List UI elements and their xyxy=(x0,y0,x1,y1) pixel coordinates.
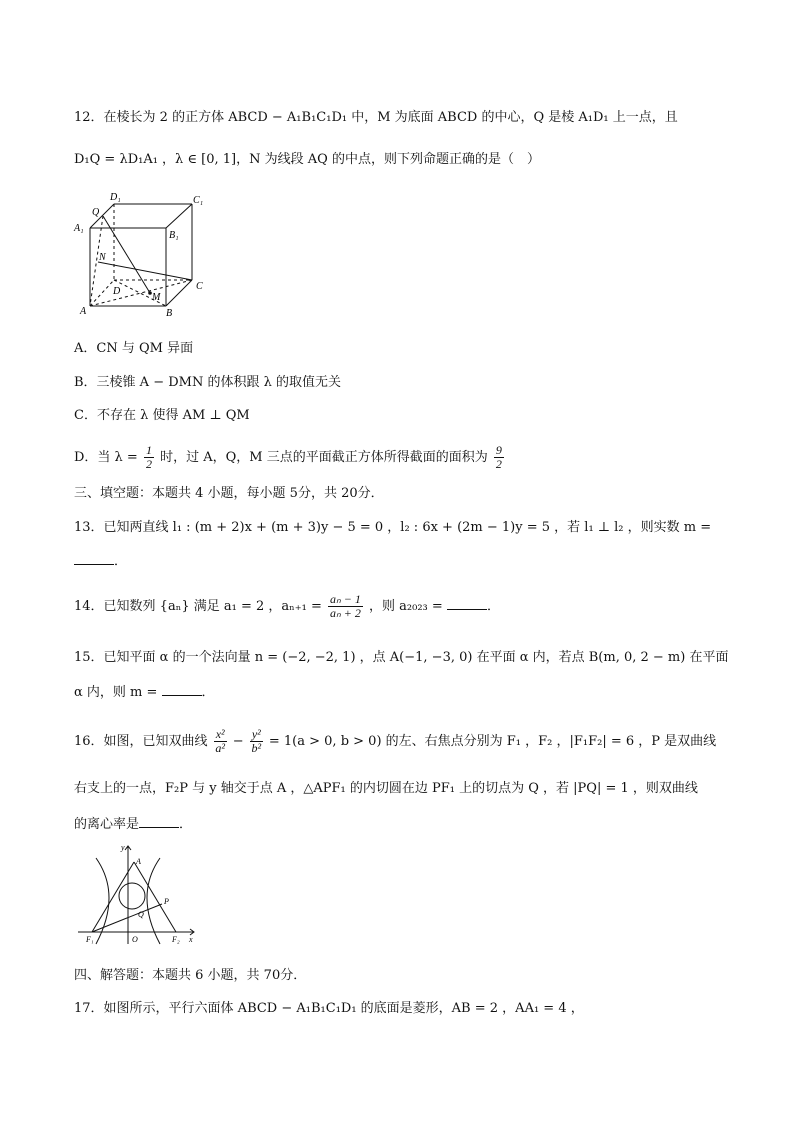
q17-stem-line1: 17．如图所示，平行六面体 ABCD − A₁B₁C₁D₁ 的底面是菱形，AB = 2 ，AA₁ = 4 ， xyxy=(74,1001,584,1016)
label-q: Q xyxy=(138,910,144,919)
q12-option-a: A．CN 与 QM 异面 xyxy=(74,341,194,356)
q12-option-c: C．不存在 λ 使得 AM ⊥ QM xyxy=(74,408,250,423)
frac-den: 2 xyxy=(145,457,152,471)
label-a: A xyxy=(136,857,141,866)
answer-blank[interactable] xyxy=(162,683,202,696)
q12-option-d-fraction-2 xyxy=(494,444,504,471)
q15-tail: ． xyxy=(201,685,215,700)
q14-pre: 14．已知数列 {aₙ} 满足 a₁ = 2 ，aₙ₊₁ = xyxy=(74,599,322,614)
section-3-heading: 三、填空题：本题共 4 小题，每小题 5分，共 20分． xyxy=(74,486,384,501)
q14-stem xyxy=(74,593,500,620)
q12-stem-line2: D₁Q = λD₁A₁ ，λ ∈ [0, 1]，N 为线段 AQ 的中点，则下列命题正确的是（ ） xyxy=(74,152,540,167)
frac-den: b² xyxy=(251,741,262,755)
frac-den: a² xyxy=(215,741,225,755)
q16-stem-line2: 右支上的一点，F₂P 与 y 轴交于点 A ，△APF₁ 的内切圆在边 PF₁ 上的切点为 Q ，若 |PQ| = 1 ，则双曲线 xyxy=(74,781,698,796)
label-p: P xyxy=(164,897,169,906)
label-m: M xyxy=(152,292,161,303)
q14-tail: ． xyxy=(486,599,500,614)
q15-stem-line1: 15．已知平面 α 的一个法向量 n = (−2, −2, 1) ，点 A(−1, −3, 0) 在平面 α 内，若点 B(m, 0, 2 − m) 在平面 xyxy=(74,650,729,665)
label-d: D xyxy=(113,286,121,297)
label-y: y xyxy=(121,843,125,852)
frac-num: y² xyxy=(251,727,261,741)
frac-num: x² xyxy=(215,727,225,741)
label-x: x xyxy=(189,935,193,944)
q16-stem-line1 xyxy=(74,728,716,755)
q16-stem-line3 xyxy=(74,815,192,835)
label-n: N xyxy=(99,252,106,263)
answer-blank[interactable] xyxy=(74,552,114,565)
frac-den: aₙ + 2 xyxy=(330,606,361,620)
q16-post: = 1(a > 0, b > 0) 的左、右焦点分别为 F₁ ，F₂ ，|F₁F₂| = 6 ，P 是双曲线 xyxy=(268,734,717,749)
frac-den: 2 xyxy=(495,457,502,471)
section-4-heading: 四、解答题：本题共 6 小题，共 70分． xyxy=(74,968,307,983)
q12-stem-line1: 12．在棱长为 2 的正方体 ABCD − A₁B₁C₁D₁ 中，M 为底面 ABCD 的中心，Q 是棱 A₁D₁ 上一点，且 xyxy=(74,110,678,125)
hyperbola-figure xyxy=(74,840,204,950)
label-d1: D₁ xyxy=(110,192,121,203)
q16-fraction-x xyxy=(214,728,227,755)
q16-minus: − xyxy=(232,734,244,749)
q12-option-d-mid: 时，过 A，Q，M 三点的平面截正方体所得截面的面积为 xyxy=(160,450,488,465)
q12-option-d xyxy=(74,444,506,471)
label-a: A xyxy=(80,306,87,317)
label-b1: B₁ xyxy=(169,230,179,241)
label-f2: F₂ xyxy=(172,935,180,944)
label-c: C xyxy=(196,281,203,292)
q12-option-b: B．三棱锥 A − DMN 的体积跟 λ 的取值无关 xyxy=(74,375,341,390)
frac-num: aₙ − 1 xyxy=(330,592,361,606)
q16-pre: 16．如图，已知双曲线 xyxy=(74,734,208,749)
answer-blank[interactable] xyxy=(139,815,179,828)
q15-stem-line2 xyxy=(74,683,215,703)
label-c1: C₁ xyxy=(193,195,204,206)
q14-fraction xyxy=(328,593,363,620)
label-f1: F₁ xyxy=(86,935,94,944)
label-o: O xyxy=(132,935,138,944)
q12-option-d-fraction-1 xyxy=(144,444,154,471)
q16-line3: 的离心率是 xyxy=(74,817,140,832)
q16-tail: ． xyxy=(179,817,193,832)
q16-fraction-y xyxy=(250,728,263,755)
q13-stem-line1: 13．已知两直线 l₁ : (m + 2)x + (m + 3)y − 5 = 0 ，l₂ : 6x + (2m − 1)y = 5 ，若 l₁ ⊥ l₂ ，则实数 m = xyxy=(74,520,712,535)
label-a1: A₁ xyxy=(74,223,84,234)
q15-line2: α 内，则 m = xyxy=(74,685,158,700)
label-b: B xyxy=(166,308,173,319)
answer-blank[interactable] xyxy=(447,597,487,610)
frac-num: 9 xyxy=(495,443,502,457)
frac-num: 1 xyxy=(145,443,152,457)
q13-stem-line2 xyxy=(74,552,127,572)
label-q: Q xyxy=(92,207,100,218)
q12-option-d-pre: D．当 λ = xyxy=(74,450,138,465)
q13-tail: ． xyxy=(114,554,128,569)
q14-post: ，则 a₂₀₂₃ = xyxy=(369,599,443,614)
cube-figure xyxy=(70,190,220,320)
